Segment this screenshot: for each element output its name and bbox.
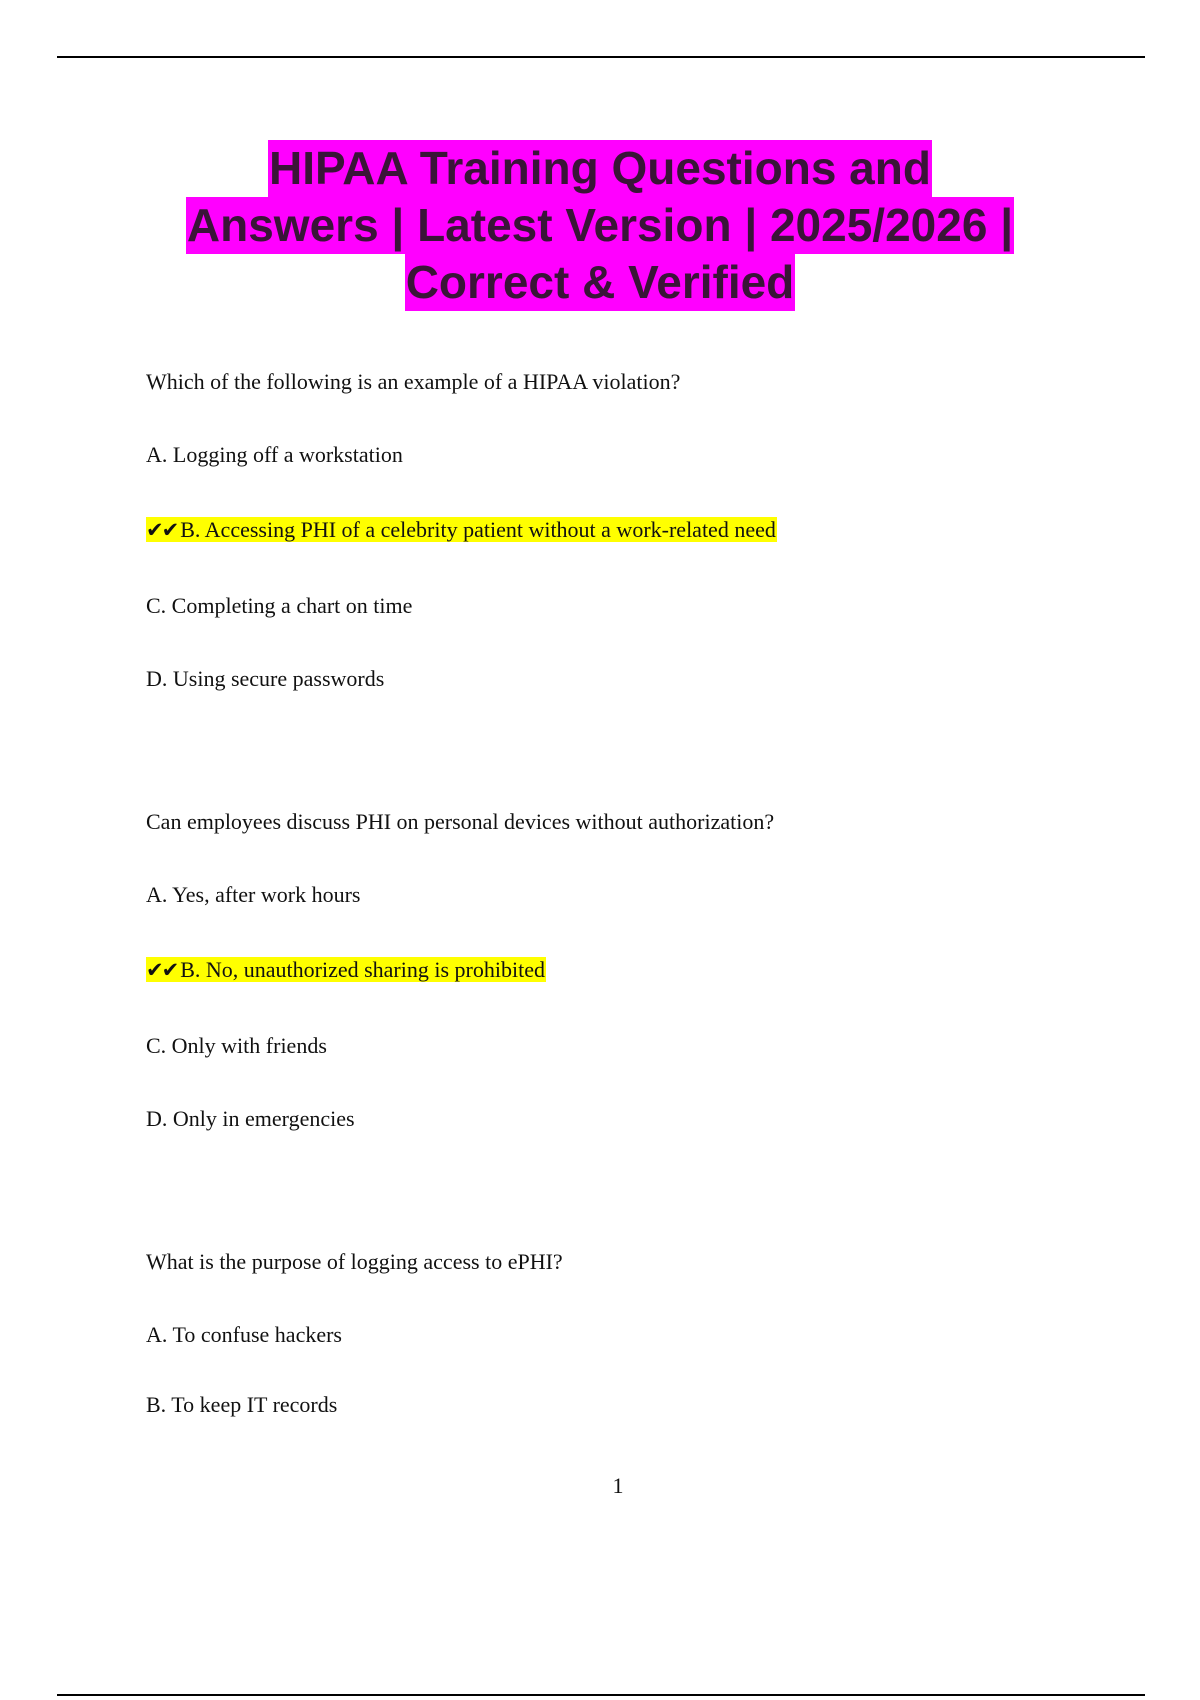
document-title xyxy=(100,140,1100,311)
page-number: 1 xyxy=(612,1473,624,1498)
question-3-text: What is the purpose of logging access to ePHI? xyxy=(146,1249,563,1274)
title-line-1: HIPAA Training Questions and xyxy=(268,140,932,197)
bottom-rule xyxy=(57,1694,1145,1696)
question-1-option-d: D. Using secure passwords xyxy=(146,666,385,691)
question-2-text: Can employees discuss PHI on personal devices without authorization? xyxy=(146,809,775,834)
question-2-option-d: D. Only in emergencies xyxy=(146,1106,355,1131)
question-1-option-b-label: B. Accessing PHI of a celebrity patient without a work-related need xyxy=(180,517,776,542)
question-1-option-a: A. Logging off a workstation xyxy=(146,442,403,467)
check-mark-icon: ✔✔ xyxy=(146,518,178,542)
question-3-option-b: B. To keep IT records xyxy=(146,1392,338,1417)
title-line-3: Correct & Verified xyxy=(405,254,796,311)
question-1-option-c: C. Completing a chart on time xyxy=(146,593,413,618)
check-mark-icon: ✔✔ xyxy=(146,958,178,982)
question-2-option-c: C. Only with friends xyxy=(146,1033,327,1058)
question-3-option-a: A. To confuse hackers xyxy=(146,1322,342,1347)
question-1-text: Which of the following is an example of a HIPAA violation? xyxy=(146,369,681,394)
correct-answer-highlight xyxy=(146,517,777,542)
question-2-option-a: A. Yes, after work hours xyxy=(146,882,361,907)
title-line-2: Answers | Latest Version | 2025/2026 | xyxy=(186,197,1014,254)
question-2-option-b xyxy=(146,956,546,984)
question-1-option-b xyxy=(146,516,777,544)
top-rule xyxy=(57,56,1145,58)
correct-answer-highlight xyxy=(146,957,546,982)
question-2-option-b-label: B. No, unauthorized sharing is prohibited xyxy=(180,957,545,982)
